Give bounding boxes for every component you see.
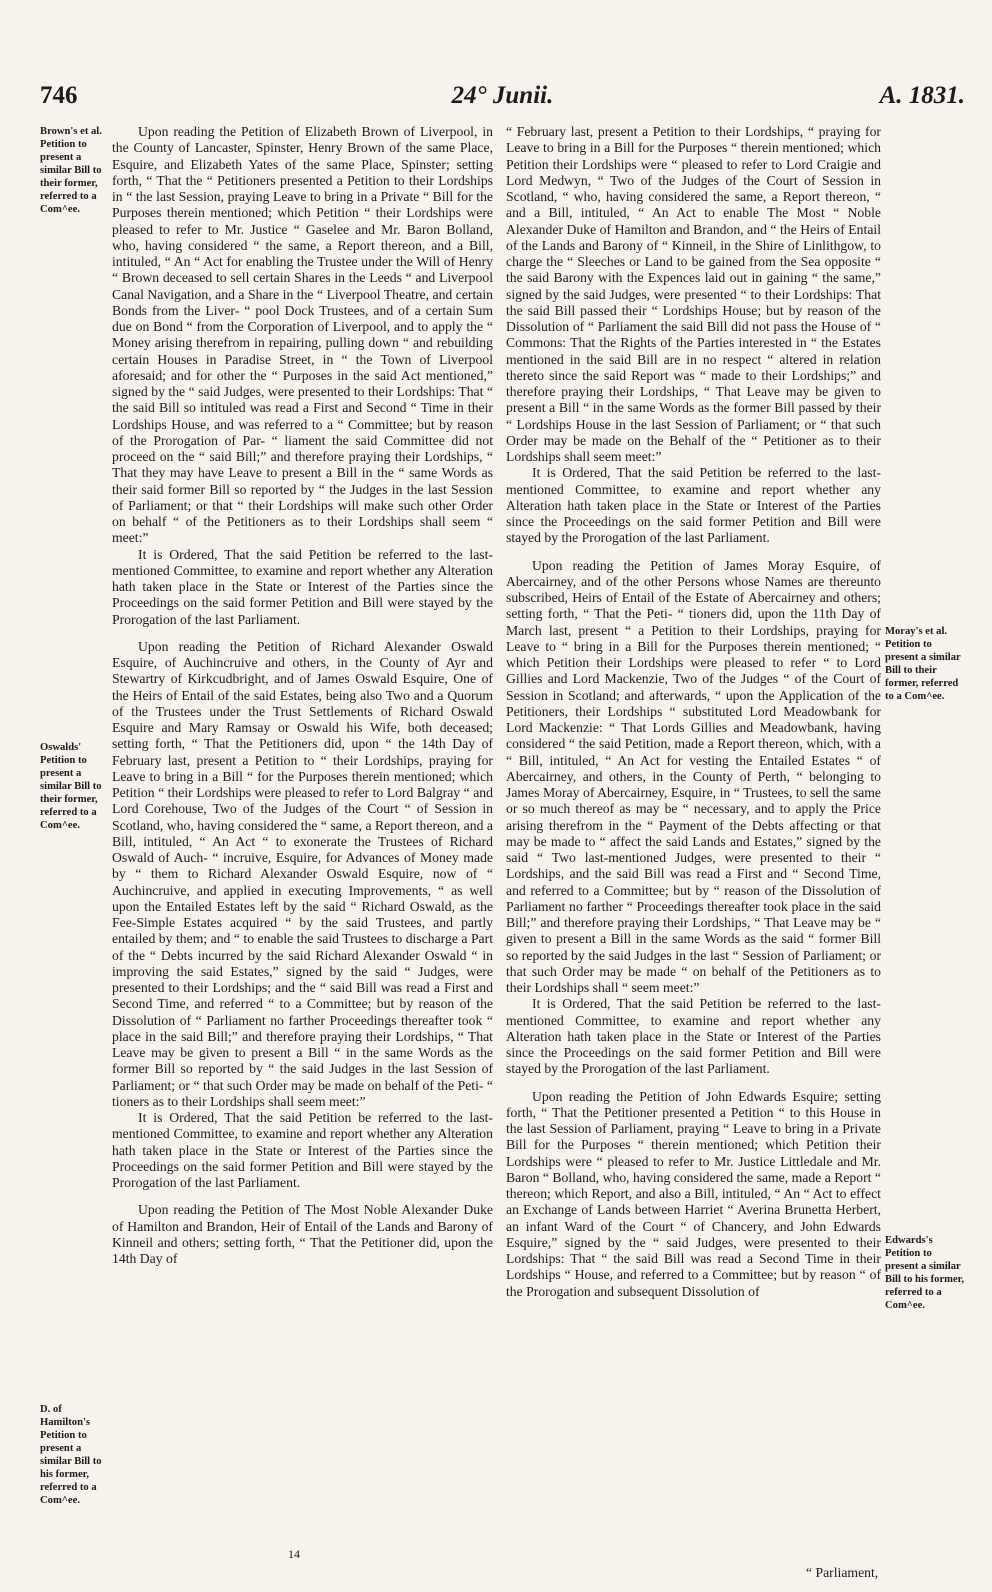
paragraph-oswald-order: It is Ordered, That the said Petition be referred to the last-mentioned Committee, to examine and report whether any Alteration hath taken place in the State or Interest of the Parties since the Proceedings on the said former Petition and Bill were stayed by the Prorogation of the last Parliament. bbox=[112, 1110, 493, 1190]
margin-note-oswald: Oswalds' Petition to present a similar Bill to their former, referred to a Com^ee. bbox=[40, 742, 102, 831]
paragraph-moray-petition: Upon reading the Petition of James Moray Esquire, of Abercairney, and of the other Persons whose Names are thereunto subscribed, Heirs of Entail of the Estate of Abercairney and others; setting forth, “ That the Peti- “ tioners did, upon the 11th Day of March last, present “ a Petition to their Lordships, praying for Leave to “ bring in a Bill for the Purposes therein mentioned; “ which Petition their Lordships were pleased to refer “ to Lord Gillies and Lord Mackenzie, Two of the Judges “ of the Court of Session in Scotland; and afterwards, “ upon the Application of the Petitioners, their Lordships “ substituted Lord Meadowbank for Lord Mackenzie: “ That Lords Gillies and Meadowbank, having considered “ the said Petition, made a Report thereon, which, with a “ Bill, intituled, “ An Act for vesting the Entailed Estates “ of Abercairney, and others, in the County of Perth, “ belonging to James Moray of Abercairney, Esquire, in “ Trustees, to sell the same or so much thereof as may be “ necessary, and to apply the Price arising therefrom in the “ Payment of the Debts affecting or that may be made to “ affect the said Lands and Estates,” signed by the said “ Two last-mentioned Judges, were presented to their “ Lordships, and the said Bill was read a First and “ Second Time, and referred to a Committee; but by “ reason of the Dissolution of Parliament no farther “ Proceedings thereafter took place in the said Bill;” and therefore praying their Lordships, “ That Leave may be “ given to present a Bill in the same Words as the said “ former Bill so reported by the said Judges in the last “ Session of Parliament; or that such Order may be made “ on behalf of the Petitioners as to their Lordships shall “ seem meet:” bbox=[506, 557, 881, 995]
right-column bbox=[506, 124, 881, 1300]
paragraph-brown-order: It is Ordered, That the said Petition be referred to the last-mentioned Committee, to examine and report whether any Alteration hath taken place in the State or Interest of the Parties since the Proceedings on the said former Petition and Bill were stayed by the Prorogation of the last Parliament. bbox=[112, 546, 493, 627]
page-header bbox=[40, 82, 965, 122]
catchword: “ Parliament, bbox=[806, 1565, 879, 1580]
margin-note-brown: Brown's et al. Petition to present a similar Bill to their former, referred to a Com^ee. bbox=[40, 126, 102, 215]
paragraph-edwards-petition: Upon reading the Petition of John Edwards Esquire; setting forth, “ That the Petitioner presented a Petition “ to this House in the last Session of Parliament, praying “ Leave to bring in a Private Bill for the Purposes “ therein mentioned; which Petition their Lordships were “ pleased to refer to Mr. Justice Littledale and Mr. Baron “ Bolland, who, having considered the same, made a Report “ thereon; which Report, and also a Bill, intituled, “ An “ Act to effect an Exchange of Lands between Harriet “ Averina Brunetta Herbert, an infant Ward of the Court “ of Chancery, and John Edwards Esquire,” signed by the “ said Judges, were presented to their Lordships: That “ the said Bill was read a Second Time in their Lordships “ House, and referred to a Committee; but by reason “ of the Prorogation and subsequent Dissolution of bbox=[506, 1088, 881, 1299]
page-number: 746 bbox=[40, 82, 78, 109]
margin-note-edwards: Edwards's Petition to present a similar Bill to his former, referred to a Com^ee. bbox=[885, 1235, 965, 1311]
paragraph-moray-order: It is Ordered, That the said Petition be referred to the last-mentioned Committee, to examine and report whether any Alteration hath taken place in the State or Interest of the Parties since the Proceedings on the said former Petition and Bill were stayed by the Prorogation of the last Parliament. bbox=[506, 996, 881, 1077]
paragraph-oswald-petition: Upon reading the Petition of Richard Alexander Oswald Esquire, of Auchincruive and others, in the County of Ayr and Stewartry of Kirkcudbright, and of James Oswald Esquire, One of the Heirs of Entail of the said Estates, being also Two and a Quorum of the Trustees under the Trust Settlements of Richard Oswald Esquire and Mary Ramsay or Oswald his Wife, both deceased; setting forth, “ That the Petitioners did, upon “ the 14th Day of February last, present a Petition to “ their Lordships, praying for Leave to bring in a Bill “ for the Purposes therein mentioned; which Petition “ their Lordships were pleased to refer to Lord Balgray “ and Lord Corehouse, Two of the Judges of the Court “ of Session in Scotland, who, having considered the “ same, a Report thereon, and a Bill, intituled, “ An Act “ to exonerate the Trustees of Richard Oswald of Auch- “ incruive, Esquire, for Advances of Money made by “ them to Richard Alexander Oswald Esquire, now of “ Auchincruive, and applied in executing Improvements, “ as well upon the Entailed Estates left by the said “ Richard Oswald, as the Fee-Simple Estates acquired “ by the said Trustees, and partly entailed by them; and “ to enable the said Trustees to discharge a Part of the “ Debts incurred by the said Richard Alexander Oswald “ in improving the said Estates,” signed by the said “ Judges, were presented to their Lordships; and the “ said Bill was read a First and Second Time, and referred “ to a Committee; but by reason of the Dissolution of “ Parliament no farther Proceedings thereafter took “ place in the said Bill;” and therefore praying their Lordships, “ That Leave may be given to present a Bill “ in the same Words as the former Bill so reported by “ the said Judges in the last Session of Parliament; or “ that such Order may be made on behalf of the Peti- “ tioners as to their Lordships shall seem meet:” bbox=[112, 638, 493, 1109]
margin-note-hamilton: D. of Hamilton's Petition to present a similar Bill to his former, referred to a Com^ee. bbox=[40, 1404, 102, 1506]
paragraph-hamilton-continued: “ February last, present a Petition to their Lordships, “ praying for Leave to bring in a Bill for the Purposes “ therein mentioned; which Petition their Lordships were “ pleased to refer to Lord Craigie and Lord Medwyn, “ Two of the Judges of the Court of Session in Scotland, “ who, having considered the same, a Report thereon, “ and a Bill, intituled, “ An Act to enable The Most “ Noble Alexander Duke of Hamilton and Brandon, and “ the Heirs of Entail of the Lands and Barony of “ Kinneil, in the Shire of Linlithgow, to charge the “ Sleeches or Land to be gained from the Sea opposite “ the said Barony with the Expences laid out in gaining “ the same,” signed by the said Judges, were presented “ to their Lordships: That the said Bill passed their “ Lordships House; but by reason of the Dissolution of “ Parliament the said Bill did not pass the House of “ Commons: That the Rights of the Parties interested in “ the Estates mentioned in the said Bill are in no respect “ altered in relation thereto since the said Report was “ made to their Lordships;” and therefore praying their Lordships, “ That Leave may be given to present a Bill “ in the same Words as the former Bill passed by their “ Lordships House in the last Session of Parliament; or “ that such Order may be made on the Behalf of the “ Petitioner as to their Lordships shall seem meet:” bbox=[506, 124, 881, 464]
paragraph-brown-petition: Upon reading the Petition of Elizabeth Brown of Liverpool, in the County of Lancaster, Spinster, Henry Brown of the same Place, Esquire, and Elizabeth Yates of the same Place, Spinster; setting forth, “ That the “ Petitioners presented a Petition to their Lordships in “ the last Session, praying Leave to bring in a Private “ Bill for the Purposes therein mentioned; which Petition “ their Lordships were pleased to refer to Mr. Justice “ Gaselee and Mr. Baron Bolland, who, having considered “ the same, a Report thereon, and a Bill, intituled, “ An “ Act for enabling the Trustee under the Will of Henry “ Brown deceased to sell certain Shares in the Leeds “ and Liverpool Canal Navigation, and a Share in the “ Liverpool Theatre, and certain Bonds from the Liver- “ pool Dock Trustees, and of a certain Sum due on Bond “ from the Corporation of Liverpool, and to apply the “ Money arising therefrom in repairing, pulling down “ and rebuilding certain Houses in Paradise Street, in “ the Town of Liverpool aforesaid; and for other the “ Purposes in the said Act mentioned,” signed by the “ said Judges, were presented to their Lordships: That “ the said Bill so intituled was read a First and Second “ Time in their Lordships House, and was referred to a “ Committee; but by reason of the Prorogation of Par- “ liament the said Committee did not proceed on the “ said Bill;” and therefore praying their Lordships, “ That they may have Leave to present a Bill in the “ same Words as their said former Bill so reported by “ the Judges in the last Session of Parliament; or that “ their Lordships will make such other Order on behalf “ of the Petitioners as to their Lordships shall seem “ meet:” bbox=[112, 124, 493, 546]
margin-note-moray: Moray's et al. Petition to present a similar Bill to their former, referred to a Com^ee. bbox=[885, 626, 961, 702]
paragraph-hamilton-petition: Upon reading the Petition of The Most Noble Alexander Duke of Hamilton and Brandon, Heir of Entail of the Lands and Barony of Kinneil and others; setting forth, “ That the Petitioner did, upon the 14th Day of bbox=[112, 1202, 493, 1266]
page-date: 24° Junii. bbox=[451, 82, 554, 109]
signature-mark: 14 bbox=[288, 1547, 300, 1561]
paragraph-hamilton-order: It is Ordered, That the said Petition be referred to the last-mentioned Committee, to examine and report whether any Alteration hath taken place in the State or Interest of the Parties since the Proceedings on the said former Petition and Bill were stayed by the Prorogation of the last Parliament. bbox=[506, 465, 881, 546]
page-year: A. 1831. bbox=[879, 82, 965, 109]
left-column bbox=[112, 124, 493, 1267]
